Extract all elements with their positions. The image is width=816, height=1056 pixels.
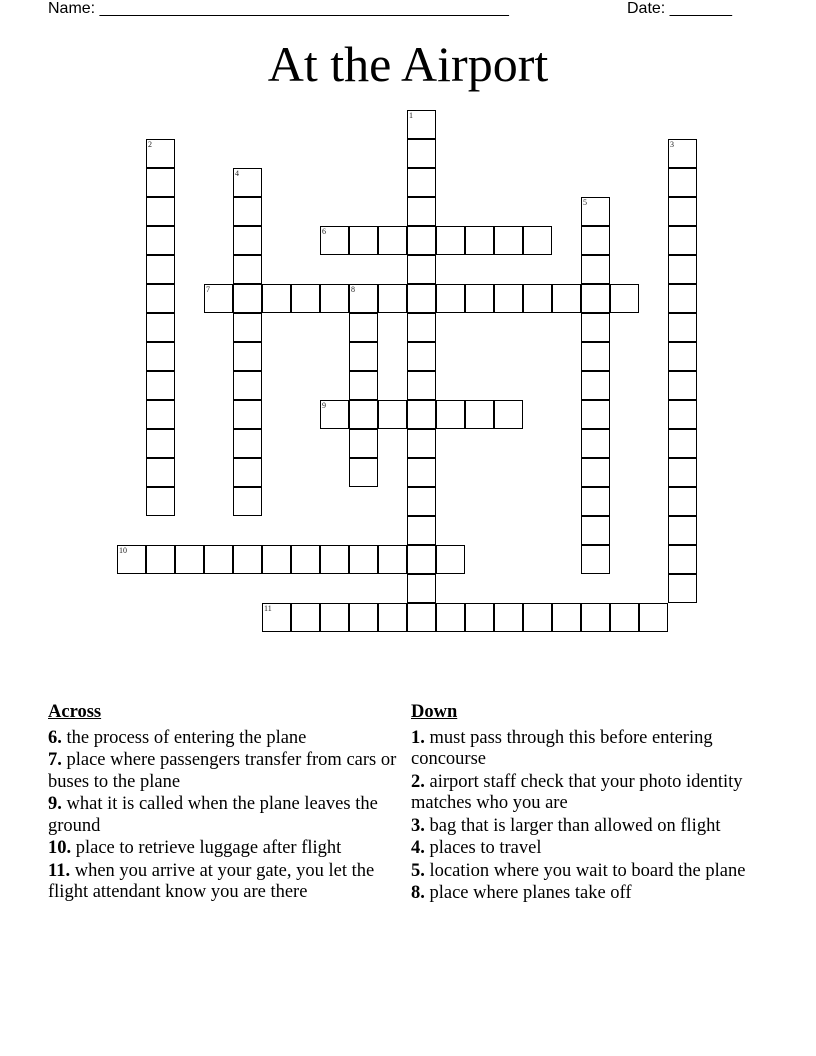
crossword-cell[interactable]: [146, 139, 175, 168]
clue-across-10: [48, 838, 408, 860]
cell-number: 8: [351, 285, 355, 294]
crossword-cell[interactable]: [146, 255, 175, 284]
crossword-cell[interactable]: [494, 603, 523, 632]
crossword-cell[interactable]: [668, 516, 697, 545]
clue-down-3: [411, 816, 756, 838]
crossword-cell[interactable]: [233, 255, 262, 284]
crossword-cell[interactable]: [349, 400, 378, 429]
crossword-cell[interactable]: [407, 342, 436, 371]
crossword-cell[interactable]: [233, 284, 262, 313]
clue-number: 8.: [411, 883, 425, 903]
crossword-cell[interactable]: [523, 284, 552, 313]
clue-down-4: [411, 838, 756, 860]
crossword-cell[interactable]: [465, 226, 494, 255]
clue-text: place where passengers transfer from cars or buses to the plane: [48, 750, 397, 792]
crossword-cell[interactable]: [146, 400, 175, 429]
crossword-cell[interactable]: [436, 226, 465, 255]
crossword-cell[interactable]: [407, 197, 436, 226]
clue-number: 1.: [411, 727, 425, 748]
crossword-cell[interactable]: [378, 284, 407, 313]
crossword-cell[interactable]: [233, 342, 262, 371]
crossword-cell[interactable]: [436, 545, 465, 574]
crossword-cell[interactable]: [407, 226, 436, 255]
crossword-cell[interactable]: [436, 603, 465, 632]
crossword-cell[interactable]: [581, 429, 610, 458]
clue-text: must pass through this before entering concourse: [411, 727, 713, 769]
crossword-cell[interactable]: [291, 284, 320, 313]
clue-number: 10.: [48, 838, 72, 858]
across-clues: [48, 702, 408, 905]
crossword-cell[interactable]: [407, 516, 436, 545]
clue-text: place where planes take off: [424, 883, 632, 903]
crossword-cell[interactable]: [407, 168, 436, 197]
crossword-cell[interactable]: [581, 545, 610, 574]
crossword-cell[interactable]: [668, 458, 697, 487]
crossword-cell[interactable]: [639, 603, 668, 632]
cell-number: 10: [119, 546, 127, 555]
crossword-cell[interactable]: [175, 545, 204, 574]
crossword-cell[interactable]: [610, 284, 639, 313]
crossword-cell[interactable]: [320, 603, 349, 632]
page-title: At the Airport: [267, 36, 549, 92]
crossword-cell[interactable]: [146, 226, 175, 255]
crossword-cell[interactable]: [581, 400, 610, 429]
clue-text: places to travel: [424, 838, 542, 858]
crossword-cell[interactable]: [349, 603, 378, 632]
crossword-cell[interactable]: [146, 429, 175, 458]
crossword-cell[interactable]: [262, 603, 291, 632]
crossword-cell[interactable]: [610, 603, 639, 632]
clue-across-11: [48, 861, 408, 904]
crossword-cell[interactable]: [146, 458, 175, 487]
crossword-cell[interactable]: [407, 139, 436, 168]
across-heading: Across: [48, 702, 102, 722]
clue-down-1: [411, 728, 756, 771]
crossword-cell[interactable]: [668, 371, 697, 400]
down-clues: [411, 702, 756, 906]
crossword-cell[interactable]: [668, 342, 697, 371]
crossword-cell[interactable]: [320, 545, 349, 574]
crossword-cell[interactable]: [146, 168, 175, 197]
clue-number: 4.: [411, 838, 425, 858]
crossword-cell[interactable]: [668, 226, 697, 255]
crossword-cell[interactable]: [291, 545, 320, 574]
clue-text: the process of entering the plane: [61, 727, 307, 748]
crossword-cell[interactable]: [378, 400, 407, 429]
clue-down-2: [411, 772, 756, 815]
crossword-cell[interactable]: [233, 400, 262, 429]
clue-text: bag that is larger than allowed on flight: [424, 815, 721, 836]
crossword-cell[interactable]: [494, 400, 523, 429]
clue-number: 7.: [48, 750, 62, 770]
clue-down-8: [411, 883, 756, 905]
crossword-cell[interactable]: [146, 313, 175, 342]
crossword-cell[interactable]: [668, 284, 697, 313]
crossword-cell[interactable]: [407, 603, 436, 632]
crossword-cell[interactable]: [668, 168, 697, 197]
cell-number: 5: [583, 198, 587, 207]
crossword-cell[interactable]: [668, 139, 697, 168]
crossword-cell[interactable]: [407, 110, 436, 139]
crossword-cell[interactable]: [407, 545, 436, 574]
crossword-cell[interactable]: [552, 603, 581, 632]
cell-number: 1: [409, 111, 413, 120]
crossword-cell[interactable]: [581, 342, 610, 371]
clue-down-5: [411, 861, 756, 883]
crossword-cell[interactable]: [233, 487, 262, 516]
crossword-cell[interactable]: [146, 342, 175, 371]
crossword-cell[interactable]: [378, 545, 407, 574]
crossword-cell[interactable]: [465, 603, 494, 632]
cell-number: 4: [235, 169, 239, 178]
clue-text: place to retrieve luggage after flight: [71, 838, 342, 858]
crossword-cell[interactable]: [668, 487, 697, 516]
crossword-cell[interactable]: [204, 284, 233, 313]
crossword-cell[interactable]: [407, 284, 436, 313]
clue-across-9: [48, 794, 408, 837]
crossword-cell[interactable]: [349, 284, 378, 313]
clue-across-7: [48, 750, 408, 793]
crossword-cell[interactable]: [233, 226, 262, 255]
crossword-cell[interactable]: [146, 545, 175, 574]
crossword-cell[interactable]: [407, 487, 436, 516]
crossword-cell[interactable]: [262, 284, 291, 313]
clue-across-6: [48, 728, 408, 750]
crossword-cell[interactable]: [233, 545, 262, 574]
crossword-cell[interactable]: [146, 284, 175, 313]
crossword-cell[interactable]: [349, 429, 378, 458]
crossword-cell[interactable]: [320, 226, 349, 255]
crossword-cell[interactable]: [320, 400, 349, 429]
crossword-cell[interactable]: [581, 226, 610, 255]
clue-number: 9.: [48, 794, 62, 814]
crossword-cell[interactable]: [146, 197, 175, 226]
crossword-cell[interactable]: [668, 255, 697, 284]
crossword-cell[interactable]: [233, 197, 262, 226]
crossword-cell[interactable]: [436, 284, 465, 313]
crossword-cell[interactable]: [349, 342, 378, 371]
crossword-cell[interactable]: [581, 516, 610, 545]
crossword-cell[interactable]: [233, 371, 262, 400]
crossword-cell[interactable]: [668, 545, 697, 574]
crossword-cell[interactable]: [552, 284, 581, 313]
crossword-cell[interactable]: [349, 371, 378, 400]
crossword-cell[interactable]: [320, 284, 349, 313]
date-field[interactable]: Date: _______: [627, 0, 732, 17]
crossword-cell[interactable]: [581, 487, 610, 516]
clue-number: 5.: [411, 860, 425, 881]
clue-number: 3.: [411, 815, 425, 836]
crossword-cell[interactable]: [668, 197, 697, 226]
clue-text: what it is called when the plane leaves the ground: [48, 794, 378, 836]
crossword-cell[interactable]: [146, 487, 175, 516]
crossword-cell[interactable]: [407, 400, 436, 429]
crossword-cell[interactable]: [668, 429, 697, 458]
crossword-cell[interactable]: [581, 255, 610, 284]
clue-text: airport staff check that your photo identity matches who you are: [411, 771, 743, 813]
cell-number: 9: [322, 401, 326, 410]
name-field[interactable]: Name: ______________________________________________: [48, 0, 509, 17]
crossword-cell[interactable]: [407, 574, 436, 603]
crossword-cell[interactable]: [407, 255, 436, 284]
crossword-cell[interactable]: [349, 313, 378, 342]
clue-text: when you arrive at your gate, you let the flight attendant know you are there: [48, 860, 375, 902]
cell-number: 11: [264, 604, 272, 613]
down-heading: Down: [411, 702, 458, 722]
crossword-cell[interactable]: [204, 545, 233, 574]
crossword-cell[interactable]: [349, 458, 378, 487]
crossword-cell[interactable]: [291, 603, 320, 632]
crossword-cell[interactable]: [146, 371, 175, 400]
clue-number: 2.: [411, 771, 425, 792]
crossword-cell[interactable]: [262, 545, 291, 574]
clue-number: 6.: [48, 727, 62, 748]
crossword-cell[interactable]: [436, 400, 465, 429]
crossword-cell[interactable]: [465, 400, 494, 429]
crossword-cell[interactable]: [581, 284, 610, 313]
crossword-cell[interactable]: [581, 313, 610, 342]
crossword-cell[interactable]: [581, 371, 610, 400]
crossword-cell[interactable]: [581, 458, 610, 487]
crossword-cell[interactable]: [407, 458, 436, 487]
crossword-cell[interactable]: [349, 545, 378, 574]
cell-number: 7: [206, 285, 210, 294]
crossword-cell[interactable]: [407, 371, 436, 400]
crossword-cell[interactable]: [581, 603, 610, 632]
cell-number: 2: [148, 140, 152, 149]
crossword-cell[interactable]: [523, 226, 552, 255]
crossword-cell[interactable]: [581, 197, 610, 226]
crossword-cell[interactable]: [233, 168, 262, 197]
crossword-cell[interactable]: [494, 226, 523, 255]
crossword-cell[interactable]: [668, 313, 697, 342]
crossword-cell[interactable]: [668, 400, 697, 429]
crossword-cell[interactable]: [233, 458, 262, 487]
cell-number: 6: [322, 227, 326, 236]
crossword-cell[interactable]: [407, 429, 436, 458]
crossword-cell[interactable]: [523, 603, 552, 632]
cell-number: 3: [670, 140, 674, 149]
crossword-cell[interactable]: [349, 226, 378, 255]
crossword-cell[interactable]: [233, 313, 262, 342]
clue-text: location where you wait to board the plane: [424, 860, 746, 881]
crossword-cell[interactable]: [378, 603, 407, 632]
crossword-cell[interactable]: [378, 226, 407, 255]
crossword-cell[interactable]: [465, 284, 494, 313]
crossword-cell[interactable]: [494, 284, 523, 313]
crossword-cell[interactable]: [233, 429, 262, 458]
crossword-cell[interactable]: [117, 545, 146, 574]
clue-number: 11.: [48, 860, 71, 881]
crossword-cell[interactable]: [407, 313, 436, 342]
crossword-cell[interactable]: [668, 574, 697, 603]
